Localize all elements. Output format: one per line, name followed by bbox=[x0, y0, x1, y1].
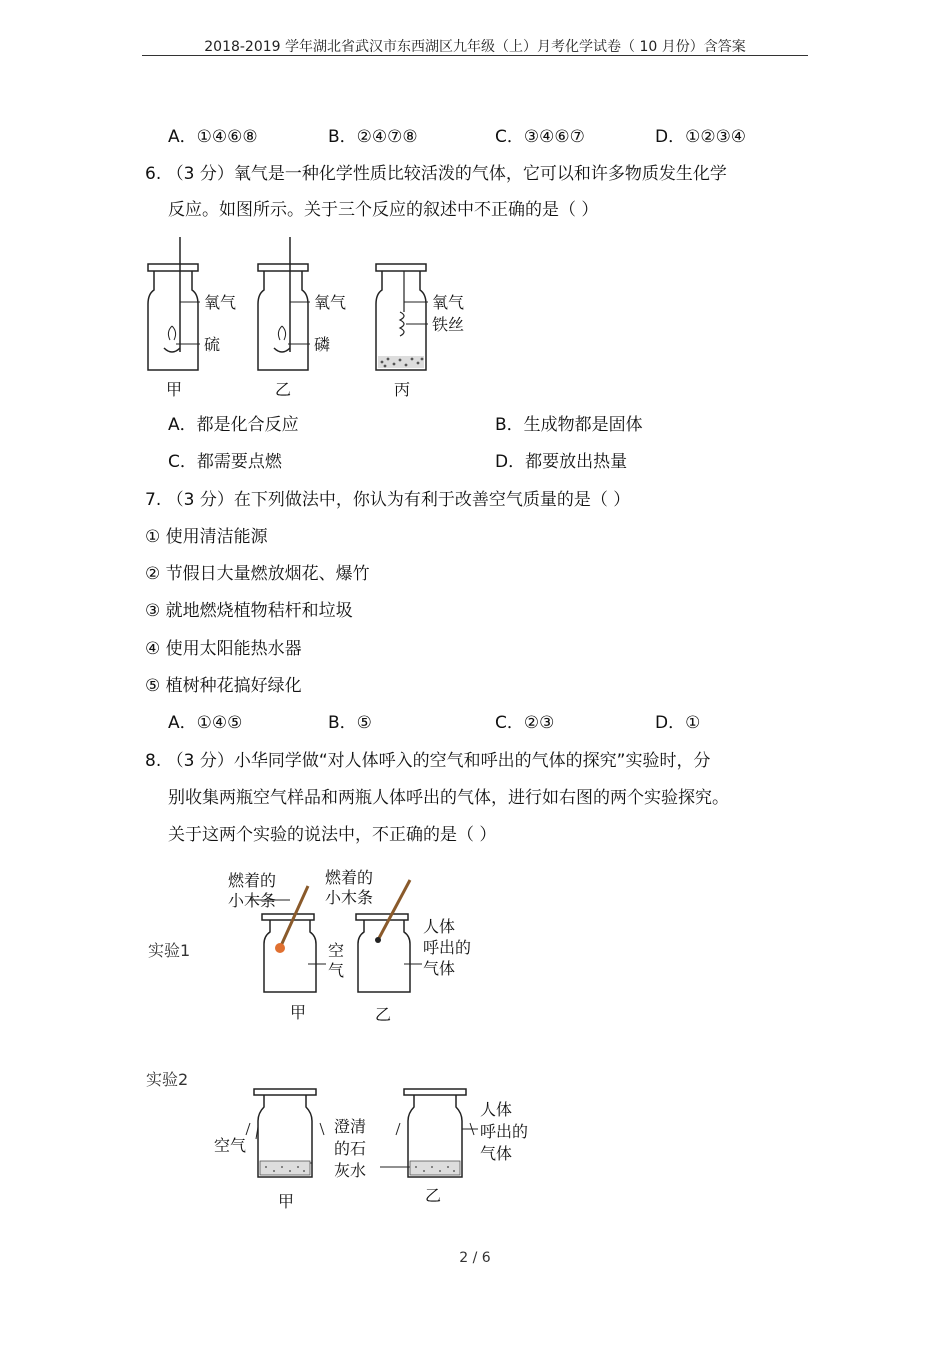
q8-stem-line2: 别收集两瓶空气样品和两瓶人体呼出的气体，进行如右图的两个实验探究。 bbox=[168, 788, 729, 808]
q8-stem-line1: 8. （3 分）小华同学做“对人体呼入的空气和呼出的气体的探究”实验时，分 bbox=[145, 751, 711, 771]
exp2-gas-a: 空气 bbox=[214, 1136, 247, 1155]
jar-sulfur bbox=[148, 237, 200, 370]
q7-item-1: ① 使用清洁能源 bbox=[145, 527, 268, 547]
exp1-gas-b2: 呼出的 bbox=[423, 938, 472, 957]
q6-stem-line1: 6. （3 分）氧气是一种化学性质比较活泼的气体，它可以和许多物质发生化学 bbox=[145, 164, 727, 184]
jar1-gas-label: 氧气 bbox=[204, 293, 237, 312]
q6-option-b: B．生成物都是固体 bbox=[495, 415, 643, 435]
exp2-lime-2: 的石 bbox=[334, 1139, 367, 1158]
limewater-a bbox=[260, 1161, 310, 1175]
jar-phosphorus bbox=[258, 237, 310, 370]
header-divider bbox=[142, 55, 808, 56]
exp2-gas-b3: 气体 bbox=[480, 1144, 513, 1163]
sand-layer bbox=[378, 356, 424, 368]
q7-item-4: ④ 使用太阳能热水器 bbox=[145, 639, 302, 659]
exp1-gas-a2: 气 bbox=[328, 961, 345, 980]
jar3-gas-label: 氧气 bbox=[432, 293, 465, 312]
q6-option-c: C．都需要点燃 bbox=[168, 452, 282, 472]
exp2-caption-b: 乙 bbox=[425, 1186, 442, 1205]
q5-option-a: A．①④⑥⑧ bbox=[168, 127, 258, 147]
jar2-gas-label: 氧气 bbox=[314, 293, 347, 312]
q7-option-b: B．⑤ bbox=[328, 713, 372, 733]
q7-item-3: ③ 就地燃烧植物秸杆和垃圾 bbox=[145, 601, 353, 621]
jar1-caption: 甲 bbox=[166, 380, 183, 399]
exp2-caption-a: 甲 bbox=[278, 1192, 295, 1211]
jar2-caption: 乙 bbox=[275, 380, 292, 399]
exp2-lime-3: 灰水 bbox=[334, 1161, 367, 1180]
ember-b-icon bbox=[375, 937, 381, 943]
exp1-stick-label-b1: 燃着的 bbox=[325, 868, 374, 887]
q5-option-b: B．②④⑦⑧ bbox=[328, 127, 418, 147]
exp2-gas-b2: 呼出的 bbox=[480, 1122, 529, 1141]
exp1-stick-label-a2: 小木条 bbox=[228, 891, 277, 910]
q8-stem-line3: 关于这两个实验的说法中，不正确的是（ ） bbox=[168, 825, 497, 845]
flame-a-icon bbox=[275, 943, 285, 953]
exp1-title: 实验1 bbox=[148, 941, 191, 960]
q7-item-2: ② 节假日大量燃放烟花、爆竹 bbox=[145, 564, 370, 584]
exp2-lime-1: 澄清 bbox=[334, 1117, 367, 1136]
exp1-stick-label-b2: 小木条 bbox=[325, 888, 374, 907]
jar3-caption: 丙 bbox=[394, 380, 411, 399]
jar-iron-wire bbox=[376, 264, 428, 370]
jar1-substance-label: 硫 bbox=[204, 335, 221, 354]
q7-stem: 7. （3 分）在下列做法中，你认为有利于改善空气质量的是（ ） bbox=[145, 490, 631, 510]
q7-option-a: A．①④⑤ bbox=[168, 713, 243, 733]
page-number: 2 / 6 bbox=[459, 1250, 491, 1266]
exp2-gas-b1: 人体 bbox=[480, 1100, 513, 1119]
q7-item-5: ⑤ 植树种花搞好绿化 bbox=[145, 676, 302, 696]
exp1-caption-a: 甲 bbox=[290, 1003, 307, 1022]
exp1-stick-label-a1: 燃着的 bbox=[228, 871, 277, 890]
q5-option-d: D．①②③④ bbox=[655, 127, 747, 147]
exp2-title: 实验2 bbox=[146, 1070, 189, 1089]
exp1-gas-a1: 空 bbox=[328, 941, 345, 960]
exp1-gas-b3: 气体 bbox=[423, 959, 456, 978]
q5-option-c: C．③④⑥⑦ bbox=[495, 127, 585, 147]
jar3-substance-label: 铁丝 bbox=[432, 315, 465, 334]
limewater-b bbox=[410, 1161, 460, 1175]
q7-option-c: C．②③ bbox=[495, 713, 555, 733]
exp1-caption-b: 乙 bbox=[375, 1005, 392, 1024]
page-header: 2018-2019 学年湖北省武汉市东西湖区九年级（上）月考化学试卷（ 10 月份）含答案 bbox=[204, 39, 746, 55]
jar2-substance-label: 磷 bbox=[314, 335, 331, 354]
q6-option-a: A．都是化合反应 bbox=[168, 415, 299, 435]
q6-stem-line2: 反应。如图所示。关于三个反应的叙述中不正确的是（ ） bbox=[168, 200, 599, 220]
exp1-gas-b1: 人体 bbox=[423, 917, 456, 936]
q7-option-d: D．① bbox=[655, 713, 701, 733]
q6-option-d: D．都要放出热量 bbox=[495, 452, 628, 472]
